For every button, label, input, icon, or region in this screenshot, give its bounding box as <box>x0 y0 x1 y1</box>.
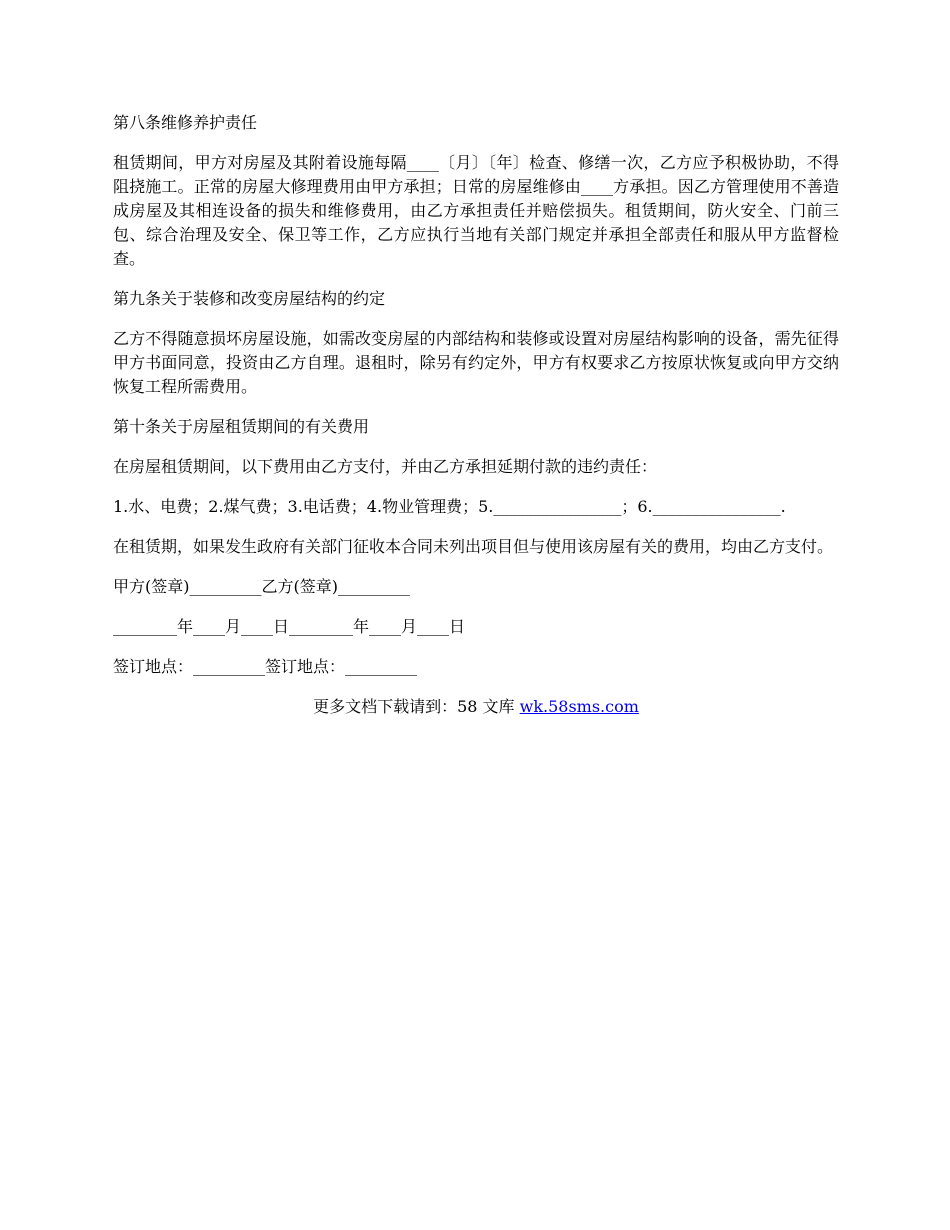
section-10-paragraph-other-fees: 在租赁期，如果发生政府有关部门征收本合同未列出项目但与使用该房屋有关的费用，均由乙方支付。 <box>113 537 834 556</box>
footer-link[interactable]: wk.58sms.com <box>519 697 639 716</box>
section-8-paragraph: 租赁期间，甲方对房屋及其附着设施每隔____〔月〕〔年〕检查、修缮一次，乙方应予积极协助，不得阻挠施工。正常的房屋大修理费用由甲方承担；日常的房屋维修由____方承担。因乙方管理使用不善造成房屋及其相连设备的损失和维修费用，由乙方承担责任并赔偿损失。租赁期间，防火安全、门前三包、综合治理及安全、保卫等工作，乙方应执行当地有关部门规定并承担全部责任和服从甲方监督检查。 <box>113 153 839 268</box>
section-10-paragraph-intro: 在房屋租赁期间，以下费用由乙方支付，并由乙方承担延期付款的违约责任： <box>113 457 658 476</box>
section-10-heading: 第十条关于房屋租赁期间的有关费用 <box>113 417 370 436</box>
download-footer <box>113 695 839 719</box>
footer-text: 更多文档下载请到：58 文库 <box>313 697 520 716</box>
signature-parties-line: 甲方(签章)_________乙方(签章)_________ <box>113 577 410 596</box>
signature-dates-line: ________年____月____日________年____月____日 <box>113 617 466 636</box>
document-page <box>113 111 839 719</box>
signature-places-line: 签订地点：_________签订地点：_________ <box>113 657 418 676</box>
section-10-fee-list: 1.水、电费；2.煤气费；3.电话费；4.物业管理费；5.________________；6.________________. <box>113 497 786 516</box>
section-8-heading: 第八条维修养护责任 <box>113 113 258 132</box>
section-9-heading: 第九条关于装修和改变房屋结构的约定 <box>113 289 386 308</box>
section-9-paragraph: 乙方不得随意损坏房屋设施，如需改变房屋的内部结构和装修或设置对房屋结构影响的设备，需先征得甲方书面同意，投资由乙方自理。退租时，除另有约定外，甲方有权要求乙方按原状恢复或向甲方交纳恢复工程所需费用。 <box>113 329 839 396</box>
